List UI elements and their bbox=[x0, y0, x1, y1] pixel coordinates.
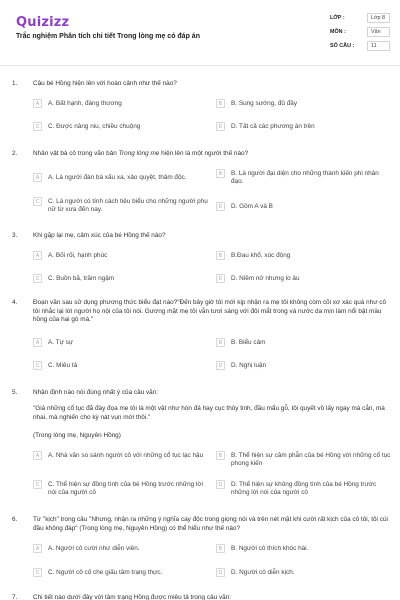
meta-row-subject bbox=[330, 25, 390, 39]
option-a[interactable] bbox=[33, 173, 211, 182]
question-number: 6. bbox=[12, 516, 18, 523]
option-text: A. Người cô cười như diễn viên. bbox=[48, 544, 140, 552]
question-number: 1. bbox=[12, 80, 18, 87]
option-a[interactable] bbox=[33, 338, 211, 347]
option-c[interactable] bbox=[33, 122, 211, 131]
option-letter-badge: A bbox=[33, 451, 42, 460]
option-text: A. Nhà văn so sánh người cô với những cổ tục lạc hậu bbox=[48, 451, 204, 459]
option-text: D. Gồm A và B bbox=[231, 202, 273, 210]
meta-label: SỐ CÂU : bbox=[330, 43, 355, 49]
quizizz-logo: Quizizz bbox=[16, 15, 70, 30]
option-d[interactable] bbox=[216, 480, 392, 497]
question-text: Cậu bé Hồng hiện lên với hoàn cảnh như thế nào? bbox=[33, 80, 177, 87]
meta-label: MÔN : bbox=[330, 29, 346, 35]
option-a[interactable] bbox=[33, 251, 211, 260]
meta-value-box: Văn bbox=[367, 27, 390, 37]
option-letter-badge: A bbox=[33, 338, 42, 347]
option-b[interactable] bbox=[216, 99, 392, 108]
option-text: A. Bất hạnh, đáng thương bbox=[48, 99, 122, 107]
option-text: C. Được nâng niu, chiều chuộng bbox=[48, 122, 141, 130]
option-b[interactable] bbox=[216, 451, 392, 468]
option-text: D. Người cô diễn kịch. bbox=[231, 568, 295, 576]
option-d[interactable] bbox=[216, 202, 392, 211]
worksheet-meta bbox=[330, 11, 390, 53]
option-letter-badge: C bbox=[33, 568, 42, 577]
option-letter-badge: C bbox=[33, 197, 42, 206]
option-text: B. Biểu cảm bbox=[231, 338, 266, 346]
option-letter-badge: C bbox=[33, 122, 42, 131]
question-quote: "Giá những cổ tục đã đày đọa mẹ tôi là một vật như hòn đá hay cục thủy tinh, đầu mẩu gỗ, tôi quyết vồ lấy ngay mà cắn, mà nhai, mà nghiến cho kỳ nát vụn mới thôi." bbox=[33, 405, 385, 421]
option-letter-badge: D bbox=[216, 480, 225, 489]
meta-value-box: 11 bbox=[367, 41, 390, 51]
option-b[interactable] bbox=[216, 544, 392, 553]
question-number: 3. bbox=[12, 232, 18, 239]
question-text bbox=[33, 150, 390, 159]
question-number: 5. bbox=[12, 389, 18, 396]
meta-row-grade bbox=[330, 11, 390, 25]
option-c[interactable] bbox=[33, 480, 211, 497]
option-letter-badge: A bbox=[33, 99, 42, 108]
option-letter-badge: B bbox=[216, 338, 225, 347]
option-letter-badge: B bbox=[216, 169, 225, 178]
question-text: Chi tiết nào dưới đây với tâm trạng Hồng được miêu tả trong câu văn: bbox=[33, 594, 232, 600]
question-text: Đoạn văn sau sử dụng phương thức biểu đạt nào?"Đến bây giờ tôi mới kịp nhận ra mẹ tôi không còm cõi xơ xác quá như cô tôi nhắc lại lời người họ nội của tôi nói. Gương mặt mẹ tôi vẫn tươi sáng với đôi mắt trong và nước da mịn làm nổi bật màu hồng của hai gò má." bbox=[33, 299, 387, 323]
option-d[interactable] bbox=[216, 122, 392, 131]
option-c[interactable] bbox=[33, 361, 211, 370]
work-title: Trong lòng mẹ bbox=[118, 150, 160, 157]
option-b[interactable] bbox=[216, 169, 392, 186]
option-c[interactable] bbox=[33, 568, 211, 577]
worksheet-header bbox=[0, 0, 400, 66]
meta-value-box: Lớp 8 bbox=[367, 13, 390, 23]
option-letter-badge: C bbox=[33, 361, 42, 370]
option-letter-badge: D bbox=[216, 202, 225, 211]
option-b[interactable] bbox=[216, 338, 392, 347]
option-letter-badge: C bbox=[33, 274, 42, 283]
option-a[interactable] bbox=[33, 544, 211, 553]
worksheet-title: Trắc nghiệm Phân tích chi tiết Trong lòng mẹ có đáp án bbox=[16, 33, 200, 40]
option-d[interactable] bbox=[216, 568, 392, 577]
option-letter-badge: D bbox=[216, 122, 225, 131]
question-number: 7. bbox=[12, 594, 18, 600]
option-text: D. Niềm nở nhưng lo âu bbox=[231, 274, 300, 282]
question-number: 4. bbox=[12, 299, 18, 306]
option-d[interactable] bbox=[216, 361, 392, 370]
option-letter-badge: D bbox=[216, 274, 225, 283]
option-text: B. Người cô thích khóc hài. bbox=[231, 544, 309, 552]
meta-row-count bbox=[330, 39, 390, 53]
question-text: Nhận định nào nói đúng nhất ý của câu văn: bbox=[33, 389, 159, 396]
option-letter-badge: B bbox=[216, 544, 225, 553]
option-text: A. Tự sự bbox=[48, 338, 74, 346]
option-text: A. Là người đàn bà xấu xa, xảo quyệt, thâm độc. bbox=[48, 173, 187, 181]
option-text: B. Thể hiện sự căm phẫn của bé Hồng với những cổ tục phong kiến bbox=[231, 451, 391, 467]
option-letter-badge: B bbox=[216, 251, 225, 260]
option-c[interactable] bbox=[33, 197, 211, 214]
option-letter-badge: B bbox=[216, 99, 225, 108]
option-text: B. Sung sướng, đủ đầy bbox=[231, 99, 298, 107]
option-letter-badge: A bbox=[33, 544, 42, 553]
option-text: C. Người cô cố che giấu tâm trạng thực. bbox=[48, 568, 163, 576]
question-source: (Trong lòng mẹ, Nguyên Hồng) bbox=[33, 432, 121, 439]
meta-label: LỚP : bbox=[330, 15, 345, 21]
question-text-part: hiện lên là một người thế nào? bbox=[159, 150, 249, 157]
question-text: Khi gặp lại mẹ, cảm xúc của bé Hồng thế nào? bbox=[33, 232, 166, 239]
question-number: 2. bbox=[12, 150, 18, 157]
question-text-part: Nhân vật bà cô trong văn bản bbox=[33, 150, 119, 157]
option-text: C. Buồn bã, trăm ngậm bbox=[48, 274, 115, 282]
option-letter-badge: D bbox=[216, 361, 225, 370]
option-text: C. Là người có tính cách tiêu biểu cho những người phụ nữ từ xưa đến nay. bbox=[48, 197, 208, 213]
question-text: Từ "kịch" trong câu "Nhưng, nhận ra những ý nghĩa cay độc trong giọng nói và trên nét mặt khi cười rất kịch của cô tôi, tôi cúi đầu không đáp" (Trong lòng mẹ, Nguyên Hồng) có thể hiểu như thế nào? bbox=[33, 516, 388, 532]
option-text: D. Nghị luận bbox=[231, 361, 267, 369]
option-text: C. Miêu tả bbox=[48, 361, 78, 369]
option-text: D. Tất cả các phương án trên bbox=[231, 122, 315, 130]
option-a[interactable] bbox=[33, 99, 211, 108]
option-letter-badge: D bbox=[216, 568, 225, 577]
option-a[interactable] bbox=[33, 451, 211, 460]
option-text: D. Thể hiện sự không đồng tình của bé Hồng trước những lời nói của người cô bbox=[231, 480, 377, 496]
option-d[interactable] bbox=[216, 274, 392, 283]
option-letter-badge: C bbox=[33, 480, 42, 489]
option-letter-badge: B bbox=[216, 451, 225, 460]
option-c[interactable] bbox=[33, 274, 211, 283]
option-letter-badge: A bbox=[33, 173, 42, 182]
option-b[interactable] bbox=[216, 251, 392, 260]
option-letter-badge: A bbox=[33, 251, 42, 260]
option-text: B.Đau khổ, xúc động bbox=[231, 251, 291, 259]
option-text: C. Thể hiện sự đồng tình của bé Hồng trước những lời nói của người cô bbox=[48, 480, 204, 496]
option-text: B. Là người đại diện cho những thành kiến phi nhân đạo. bbox=[231, 169, 379, 185]
option-text: A. Bối rối, hạnh phúc bbox=[48, 251, 108, 259]
